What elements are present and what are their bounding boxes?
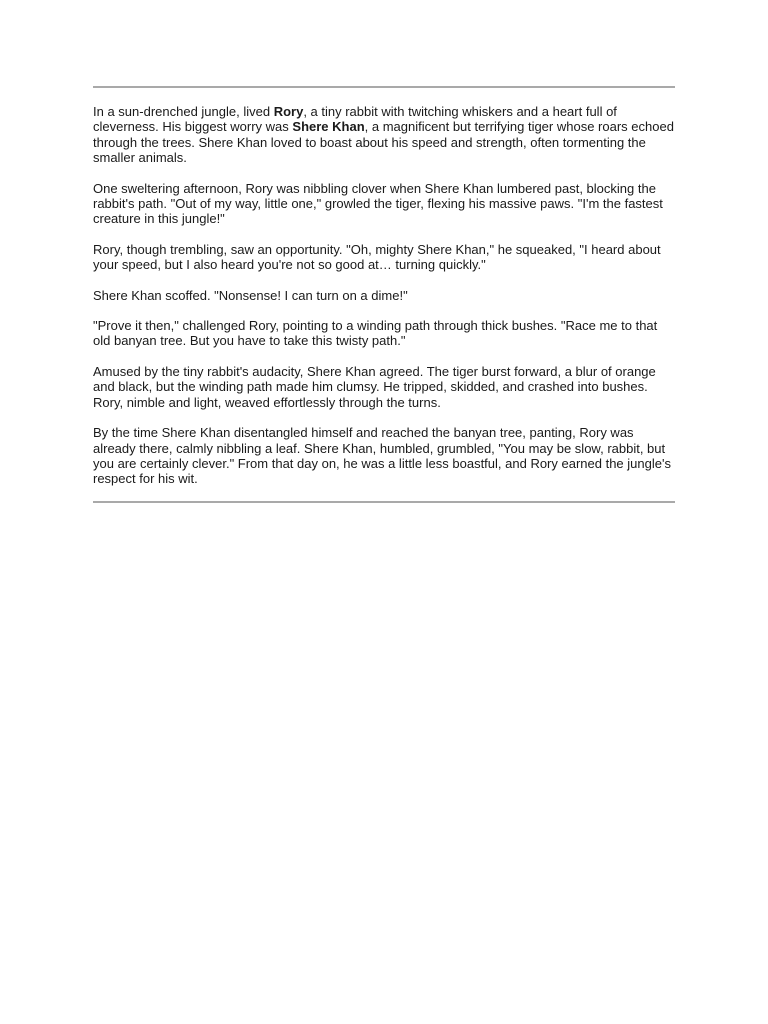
paragraph-text: By the time Shere Khan disentangled himself and reached the banyan tree, panting, Rory was already there, calmly nibbling a leaf. Shere Khan, humbled, grumbled, "You may be slow, rabbit, but you are certainly clever." From that day on, he was a little less boastful, and Rory earned the jungle's respect for his wit.: [93, 425, 671, 487]
paragraph-text: Shere Khan scoffed. "Nonsense! I can turn on a dime!": [93, 287, 408, 303]
paragraph-text: In a sun-drenched jungle, lived: [93, 104, 274, 119]
paragraph-text: , a magnificent but terrifying tiger whose roars echoed through the trees. Shere Khan loved to boast about his speed and strength, often tormenting the smaller animals.: [93, 119, 674, 166]
story-paragraph: [93, 181, 675, 227]
paragraph-text: , a tiny rabbit with twitching whiskers and a heart full of cleverness. His biggest worry was: [93, 104, 617, 135]
story-body: [93, 104, 675, 487]
story-paragraph: [93, 104, 675, 166]
bottom-divider: [93, 501, 675, 503]
top-divider: [93, 86, 675, 88]
story-paragraph: [93, 242, 675, 273]
story-paragraph: [93, 425, 675, 487]
paragraph-text: Rory, though trembling, saw an opportunity. "Oh, mighty Shere Khan," he squeaked, "I heard about your speed, but I also heard you're not so good at… turning quickly.": [93, 241, 661, 273]
story-paragraph: [93, 318, 675, 349]
story-paragraph: [93, 288, 675, 303]
bold-name: Shere Khan: [292, 119, 365, 135]
paragraph-text: Amused by the tiny rabbit's audacity, Shere Khan agreed. The tiger burst forward, a blur of orange and black, but the winding path made him clumsy. He tripped, skidded, and crashed into bushes. Rory, nimble and light, weaved effortlessly through the turns.: [93, 363, 656, 410]
paragraph-text: One sweltering afternoon, Rory was nibbling clover when Shere Khan lumbered past, blocking the rabbit's path. "Out of my way, little one," growled the tiger, flexing his massive paws. "I'm the fastest creature in this jungle!": [93, 180, 663, 227]
story-paragraph: [93, 364, 675, 410]
document-page: [93, 86, 675, 503]
bold-name: Rory: [273, 104, 304, 119]
paragraph-text: "Prove it then," challenged Rory, pointing to a winding path through thick bushes. "Race me to that old banyan tree. But you have to take this twisty path.": [93, 318, 658, 349]
